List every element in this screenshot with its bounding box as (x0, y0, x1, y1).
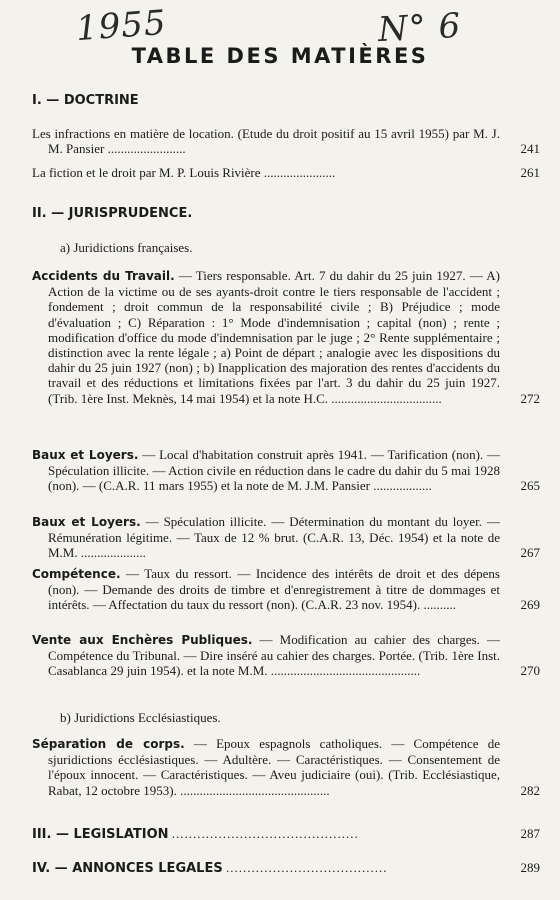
toc-entry (32, 736, 540, 798)
subsection-ecclesiastiques: b) Juridictions Ecclésiastiques. (60, 710, 221, 725)
handwritten-year: 1955 (74, 2, 168, 50)
entry-keyword: Baux et Loyers. (32, 515, 141, 529)
entry-page: 289 (520, 860, 540, 875)
entry-page: 282 (520, 782, 540, 798)
section-legislation: III. — LEGISLATION (32, 827, 169, 842)
entry-keyword: Séparation de corps. (32, 737, 185, 751)
toc-entry (32, 514, 540, 561)
toc-entry (32, 447, 540, 494)
entry-page: 287 (520, 826, 540, 841)
subsection-francaises: a) Juridictions françaises. (60, 240, 193, 255)
entry-page: 270 (520, 663, 540, 679)
section-doctrine: I. — DOCTRINE (32, 93, 139, 108)
entry-text: Les infractions en matière de location. (Etude du droit positif au 15 avril 1955) par M. J. M. Pansier ........................ (32, 126, 500, 157)
section-jurisprudence: II. — JURISPRUDENCE. (32, 206, 193, 221)
leader-dots: ...................................... (225, 860, 388, 875)
entry-text: — Local d'habitation construit après 1941. — Tarification (non). — Spéculation illicite. — Action civile en réduction dans le cadre du dahir du 5 mai 1928 (non). — (C.A.R. 11 mars 1955) et la note de M. J.M. Pansier .................. (48, 447, 500, 494)
entry-page: 265 (520, 478, 540, 494)
page-title: TABLE DES MATIÈRES (131, 44, 429, 68)
entry-text: — Modification au cahier des charges. — Compétence du Tribunal. — Dire inséré au cahier des charges. Portée. (Trib. 1ère Inst. Casablanca 29 juin 1954). et la note M.M. .............................................. (48, 632, 500, 679)
entry-keyword: Vente aux Enchères Publiques. (32, 633, 253, 647)
toc-line-annonces (32, 860, 540, 876)
entry-keyword: Baux et Loyers. (32, 448, 139, 462)
leader-dots: ............................................ (171, 826, 359, 841)
toc-entry (32, 566, 540, 613)
entry-page: 269 (520, 597, 540, 613)
entry-page: 267 (520, 545, 540, 561)
entry-page: 261 (520, 165, 540, 180)
entry-keyword: Compétence. (32, 567, 121, 581)
handwritten-number: N° 6 (377, 5, 463, 51)
entry-text: — Spéculation illicite. — Détermination du montant du loyer. — Rémunération légitime. — Taux de 12 % brut. (C.A.R. 13, Déc. 1954) et la note de M.M. .................... (48, 514, 500, 561)
toc-entry (32, 165, 540, 180)
toc-line-legislation (32, 826, 540, 842)
entry-page: 241 (520, 141, 540, 157)
entry-text: — Taux du ressort. — Incidence des intérêts de droit et des dépens (non). — Demande des droits de timbre et d'enregistrement à titre de dommages et intérêts. — Affectation du taux du ressort (non). (C.A.R. 23 nov. 1954). .......... (48, 566, 500, 613)
toc-entry (32, 268, 540, 406)
entry-page: 272 (520, 390, 540, 406)
entry-text: — Tiers responsable. Art. 7 du dahir du 25 juin 1927. — A) Action de la victime ou de ses ayants-droit contre le tiers responsable de l'accident ; fondement ; droit commun de la responsabilité civile ; B) Préjudice ; mode d'évaluation ; C) Réparation : 1° Mode d'indemnisation ; capital (non) ; rente ; modification d'office du mode d'indemnisation par le juge ; 2° Rente supplémentaire ; distinction avec la rente légale ; a) Point de départ ; analogie avec les dispositions du dahir du 25 juin 1927 (non) ; b) Inapplication des majoration des rentes d'accidents du travail et des réductions et limitations fixées par l'art. 3 du dahir du 25 juin 1927. (Trib. 1ère Inst. Meknès, 14 mai 1954) et la note H.C. .................................. (48, 268, 500, 406)
entry-text: La fiction et le droit par M. P. Louis Rivière ...................... (32, 165, 336, 180)
entry-keyword: Accidents du Travail. (32, 269, 175, 283)
toc-entry (32, 126, 540, 156)
entry-text: — Epoux espagnols catholiques. — Compétence de sjuridictions écclésiastiques. — Adultère. — Caractéristiques. — Consentement de l'époux innocent. — Caractéristiques. — Aveu judiciaire (oui). (Trib. Ecclésiastique, Rabat, 12 octobre 1953). .............................................. (48, 736, 500, 798)
section-annonces: IV. — ANNONCES LEGALES (32, 861, 223, 876)
toc-entry (32, 632, 540, 679)
